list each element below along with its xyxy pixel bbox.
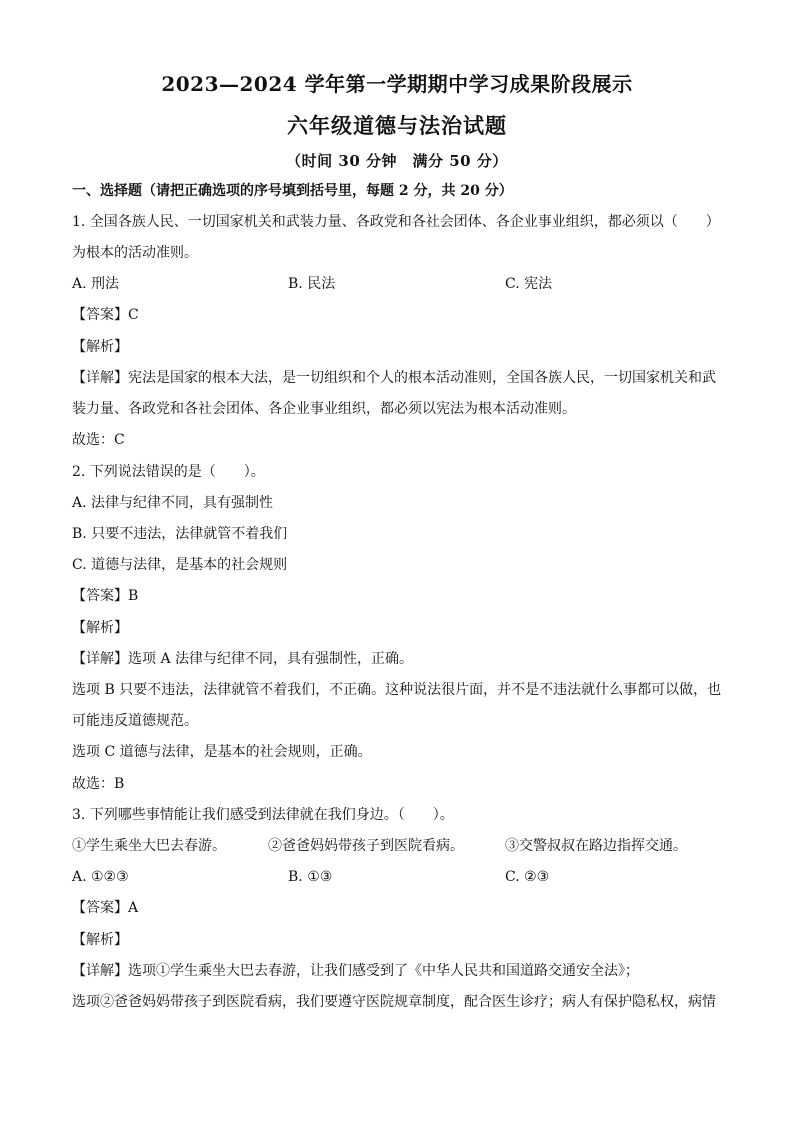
q3-item-1: ①学生乘坐大巴去春游。 xyxy=(72,838,226,854)
q1-stem-line2: 为根本的活动准则。 xyxy=(72,245,198,261)
q1-stem-line1: 1. 全国各族人民、一切国家机关和武装力量、各政党和各社会团体、各企业事业组织，都必须以（ ） xyxy=(72,214,720,230)
q1-options xyxy=(72,274,722,294)
exam-meta: （时间 30 分钟 满分 50 分） xyxy=(286,152,508,170)
q3-answer: 【答案】A xyxy=(72,900,139,916)
q3-options xyxy=(72,867,722,887)
q3-items xyxy=(72,836,722,856)
q2-detail-line1: 【详解】选项 A 法律与纪律不同，具有强制性，正确。 xyxy=(72,651,414,667)
q3-analysis-label: 【解析】 xyxy=(72,932,128,948)
q1-analysis-label: 【解析】 xyxy=(72,339,128,355)
q2-stem: 2. 下列说法错误的是（ ）。 xyxy=(72,464,265,480)
q3-item-3: ③交警叔叔在路边指挥交通。 xyxy=(505,838,687,854)
q1-option-b: B. 民法 xyxy=(288,276,336,292)
q3-detail-line1: 【详解】选项①学生乘坐大巴去春游，让我们感受到了《中华人民共和国道路交通安全法》； xyxy=(72,963,639,979)
q2-option-b: B. 只要不违法，法律就管不着我们 xyxy=(72,526,288,542)
q3-detail-line2: 选项②爸爸妈妈带孩子到医院看病，我们要遵守医院规章制度，配合医生诊疗；病人有保护隐私权，病情 xyxy=(72,994,716,1010)
q1-option-c: C. 宪法 xyxy=(505,276,553,292)
q2-analysis-label: 【解析】 xyxy=(72,620,128,636)
q1-option-a: A. 刑法 xyxy=(72,276,120,292)
q3-stem: 3. 下列哪些事情能让我们感受到法律就在我们身边。（ ）。 xyxy=(72,807,454,823)
q2-detail-line2: 选项 B 只要不违法，法律就管不着我们，不正确。这种说法很片面，并不是不违法就什么事都可以做，也 xyxy=(72,682,722,698)
q3-option-b: B. ①③ xyxy=(288,869,333,885)
document-subtitle: 六年级道德与法治试题 xyxy=(287,113,507,138)
q2-choice: 故选：B xyxy=(72,776,125,792)
q3-option-a: A. ①②③ xyxy=(72,869,129,885)
document-title: 2023—2024 学年第一学期期中学习成果阶段展示 xyxy=(161,72,633,96)
section-heading: 一、选择题（请把正确选项的序号填到括号里，每题 2 分，共 20 分） xyxy=(72,183,513,199)
q2-answer: 【答案】B xyxy=(72,588,139,604)
q1-answer: 【答案】C xyxy=(72,307,139,323)
q2-detail-line3: 可能违反道德规范。 xyxy=(72,713,198,729)
q2-option-c: C. 道德与法律，是基本的社会规则 xyxy=(72,557,288,573)
q1-detail-line2: 装力量、各政党和各社会团体、各企业事业组织，都必须以宪法为根本活动准则。 xyxy=(72,401,576,417)
q2-option-a: A. 法律与纪律不同，具有强制性 xyxy=(72,495,274,511)
q1-choice: 故选：C xyxy=(72,432,125,448)
q3-option-c: C. ②③ xyxy=(505,869,550,885)
q2-detail-line4: 选项 C 道德与法律，是基本的社会规则，正确。 xyxy=(72,744,372,760)
q3-item-2: ②爸爸妈妈带孩子到医院看病。 xyxy=(268,838,464,854)
q1-detail-line1: 【详解】宪法是国家的根本大法，是一切组织和个人的根本活动准则，全国各族人民，一切国家机关和武 xyxy=(72,370,716,386)
